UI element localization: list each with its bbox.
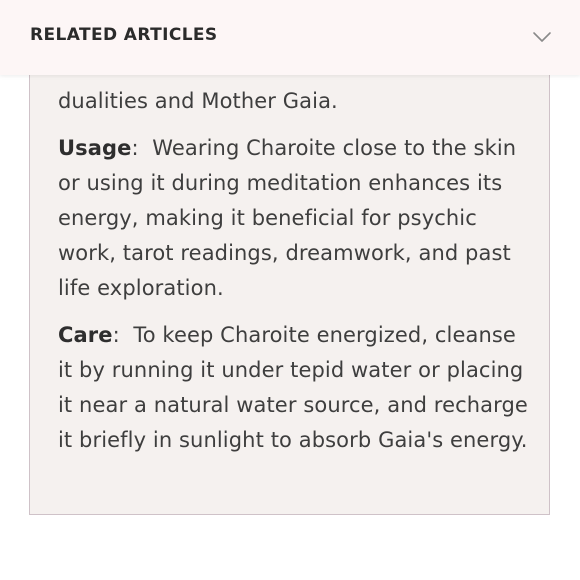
related-articles-title: RELATED ARTICLES <box>30 25 218 45</box>
article-content <box>58 84 528 470</box>
usage-paragraph <box>58 131 528 306</box>
chevron-down-icon[interactable] <box>530 27 554 47</box>
care-separator: : <box>112 323 120 347</box>
care-paragraph <box>58 318 528 458</box>
intro-text: dualities and Mother Gaia. <box>58 89 338 113</box>
care-text: To keep Charoite energized, cleanse it by running it under tepid water or placing it near a natural water source, and recharge it briefly in sunlight to absorb Gaia's energy. <box>58 323 528 452</box>
care-label: Care <box>58 323 113 347</box>
usage-text: Wearing Charoite close to the skin or using it during meditation enhances its energy, making it beneficial for psychic work, tarot readings, dreamwork, and past life exploration. <box>58 136 517 300</box>
usage-separator: : <box>131 136 139 160</box>
related-articles-header[interactable] <box>0 0 580 75</box>
intro-paragraph-tail <box>58 84 528 119</box>
usage-label: Usage <box>58 136 132 160</box>
